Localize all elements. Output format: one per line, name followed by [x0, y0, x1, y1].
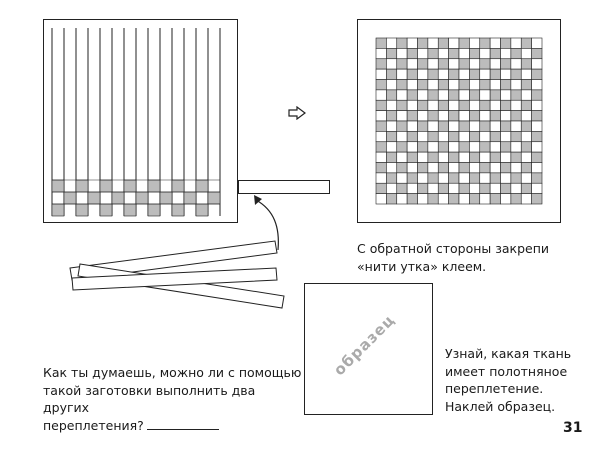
weave-cell [501, 183, 511, 193]
weave-cell [501, 152, 511, 162]
weave-cell [469, 131, 479, 141]
weft-strips [62, 236, 287, 316]
weave-cell [449, 80, 459, 90]
weave-cell [449, 111, 459, 121]
weave-cell [501, 69, 511, 79]
weave-cell [459, 90, 469, 100]
weave-cell [428, 111, 438, 121]
weave-cell [407, 59, 417, 69]
weave-cell [449, 163, 459, 173]
weave-cell [521, 111, 531, 121]
weave-cell [397, 59, 407, 69]
question-line-1: Как ты думаешь, можно ли с помощью [43, 365, 302, 380]
weave-cell [511, 152, 521, 162]
weave-cell [521, 69, 531, 79]
weave-cell [532, 163, 542, 173]
question-line-3: переплетения? [43, 417, 303, 435]
weave-cell [480, 38, 490, 48]
weave-cell [428, 80, 438, 90]
weave-cell [490, 90, 500, 100]
weave-cell [449, 142, 459, 152]
weave-cell [407, 69, 417, 79]
weave-cell [521, 183, 531, 193]
sample-frame [304, 283, 433, 415]
weave-cell [480, 59, 490, 69]
weave-cell [511, 111, 521, 121]
weave-cell [386, 131, 396, 141]
weave-cell [376, 152, 386, 162]
weave-cell [386, 152, 396, 162]
weave-cell [459, 194, 469, 204]
weave-cell [459, 80, 469, 90]
weft-cell [160, 192, 172, 204]
weave-cell [490, 183, 500, 193]
weave-cell [521, 100, 531, 110]
weave-cell [532, 90, 542, 100]
weave-cell [521, 38, 531, 48]
weave-cell [428, 69, 438, 79]
weave-cell [376, 111, 386, 121]
weave-cell [521, 152, 531, 162]
weave-cell [511, 173, 521, 183]
weave-cell [418, 80, 428, 90]
weave-cell [449, 121, 459, 131]
weave-cell [532, 111, 542, 121]
weave-cell [438, 131, 448, 141]
weave-cell [449, 38, 459, 48]
weave-cell [407, 163, 417, 173]
weave-cell [397, 69, 407, 79]
weave-cell [469, 90, 479, 100]
task-line-2: имеет полотняное [445, 363, 568, 379]
weave-cell [469, 121, 479, 131]
weave-cell [511, 100, 521, 110]
weave-cell [428, 131, 438, 141]
weave-cell [428, 121, 438, 131]
weave-cell [449, 90, 459, 100]
weave-cell [449, 59, 459, 69]
weave-cell [521, 131, 531, 141]
weave-cell [511, 80, 521, 90]
weft-cell [184, 192, 196, 204]
weave-cell [376, 142, 386, 152]
question-text [43, 364, 303, 434]
weave-cell [490, 69, 500, 79]
weave-cell [511, 38, 521, 48]
weave-cell [397, 80, 407, 90]
weave-cell [459, 142, 469, 152]
weave-cell [490, 131, 500, 141]
weave-cell [376, 194, 386, 204]
weave-cell [532, 69, 542, 79]
weave-cell [521, 80, 531, 90]
question-line-2: такой заготовки выполнить два других [43, 382, 256, 415]
weave-cell [532, 121, 542, 131]
weave-cell [480, 69, 490, 79]
weave-cell [532, 48, 542, 58]
weave-cell [407, 90, 417, 100]
weave-cell [490, 100, 500, 110]
weave-cell [438, 111, 448, 121]
weave-cell [521, 163, 531, 173]
weave-cell [418, 142, 428, 152]
weave-cell [376, 131, 386, 141]
weave-cell [501, 48, 511, 58]
warp-frame [43, 19, 238, 223]
weave-cell [397, 111, 407, 121]
weave-cell [532, 100, 542, 110]
weave-cell [386, 194, 396, 204]
weave-cell [532, 38, 542, 48]
weave-cell [480, 173, 490, 183]
answer-blank[interactable] [147, 417, 219, 430]
weft-cell [196, 180, 208, 192]
woven-frame [357, 19, 561, 223]
weft-cell [148, 180, 160, 192]
weave-cell [428, 142, 438, 152]
weave-cell [397, 142, 407, 152]
weave-cell [532, 142, 542, 152]
weave-cell [407, 100, 417, 110]
weave-cell [438, 173, 448, 183]
weave-cell [501, 194, 511, 204]
weave-cell [469, 59, 479, 69]
weave-cell [469, 100, 479, 110]
weave-cell [521, 194, 531, 204]
weave-cell [418, 173, 428, 183]
page-number: 31 [563, 420, 583, 436]
weft-cell [172, 204, 184, 216]
weft-cell [208, 192, 220, 204]
weave-cell [407, 48, 417, 58]
plain-weave-grid [358, 20, 560, 222]
weft-cell [124, 180, 136, 192]
weave-cell [428, 90, 438, 100]
weave-cell [386, 90, 396, 100]
weave-cell [501, 111, 511, 121]
weave-cell [386, 173, 396, 183]
weave-cell [386, 163, 396, 173]
weave-cell [428, 183, 438, 193]
weave-cell [397, 100, 407, 110]
weave-cell [438, 80, 448, 90]
weave-cell [418, 152, 428, 162]
weave-cell [490, 121, 500, 131]
weft-cell [52, 180, 64, 192]
weft-cell [148, 204, 160, 216]
weave-cell [376, 121, 386, 131]
weave-cell [428, 194, 438, 204]
weave-cell [397, 38, 407, 48]
weave-cell [428, 48, 438, 58]
weave-cell [407, 38, 417, 48]
weave-cell [459, 183, 469, 193]
weave-cell [480, 142, 490, 152]
weave-cell [511, 163, 521, 173]
weave-cell [480, 163, 490, 173]
weave-cell [459, 152, 469, 162]
weave-cell [407, 183, 417, 193]
weave-cell [480, 100, 490, 110]
right-arrow-icon [288, 106, 306, 120]
weave-cell [469, 80, 479, 90]
weft-cell [136, 192, 148, 204]
weave-cell [418, 48, 428, 58]
weave-cell [407, 194, 417, 204]
weave-cell [459, 111, 469, 121]
weft-cell [88, 192, 100, 204]
weave-cell [438, 38, 448, 48]
weave-cell [397, 194, 407, 204]
weave-cell [418, 194, 428, 204]
weave-cell [480, 121, 490, 131]
weave-cell [376, 38, 386, 48]
weave-cell [501, 121, 511, 131]
weave-cell [469, 194, 479, 204]
weave-cell [459, 173, 469, 183]
weave-cell [459, 48, 469, 58]
weave-cell [376, 100, 386, 110]
weave-cell [438, 163, 448, 173]
weave-cell [532, 173, 542, 183]
weave-cell [490, 152, 500, 162]
weave-cell [438, 121, 448, 131]
weave-cell [428, 152, 438, 162]
weave-cell [438, 152, 448, 162]
weave-cell [490, 80, 500, 90]
weave-cell [397, 163, 407, 173]
weave-cell [438, 100, 448, 110]
weave-cell [376, 163, 386, 173]
weave-cell [376, 80, 386, 90]
weave-cell [521, 121, 531, 131]
weave-cell [386, 183, 396, 193]
weave-cell [501, 38, 511, 48]
weave-cell [490, 48, 500, 58]
weave-cell [490, 111, 500, 121]
weave-cell [428, 100, 438, 110]
weave-cell [449, 152, 459, 162]
weave-cell [376, 48, 386, 58]
weave-cell [490, 173, 500, 183]
weave-cell [397, 131, 407, 141]
weave-cell [521, 173, 531, 183]
weave-cell [459, 100, 469, 110]
weave-cell [469, 38, 479, 48]
caption-line-2: «нити утка» клеем. [357, 258, 487, 274]
weave-cell [521, 59, 531, 69]
weave-cell [407, 142, 417, 152]
weave-cell [386, 142, 396, 152]
weave-cell [459, 163, 469, 173]
weave-cell [438, 194, 448, 204]
weave-cell [438, 59, 448, 69]
weave-cell [386, 48, 396, 58]
weave-cell [469, 173, 479, 183]
weave-cell [428, 59, 438, 69]
weft-cell [124, 204, 136, 216]
weave-cell [418, 90, 428, 100]
weave-cell [490, 163, 500, 173]
task-text [445, 345, 595, 415]
weave-cell [469, 111, 479, 121]
weave-cell [469, 69, 479, 79]
weave-cell [490, 38, 500, 48]
weave-cell [386, 100, 396, 110]
weave-cell [469, 142, 479, 152]
weave-cell [532, 131, 542, 141]
weave-cell [386, 80, 396, 90]
weave-cell [386, 69, 396, 79]
weave-cell [397, 90, 407, 100]
task-line-3: переплетение. [445, 381, 544, 396]
weave-cell [469, 163, 479, 173]
warp-slits [44, 20, 237, 222]
weave-cell [501, 173, 511, 183]
weave-cell [407, 111, 417, 121]
weave-cell [407, 173, 417, 183]
weave-cell [511, 90, 521, 100]
weave-cell [480, 48, 490, 58]
weave-cell [459, 121, 469, 131]
weft-cell [76, 180, 88, 192]
weave-cell [386, 111, 396, 121]
weave-cell [480, 90, 490, 100]
weave-cell [521, 48, 531, 58]
weave-cell [397, 152, 407, 162]
weave-cell [428, 173, 438, 183]
weave-cell [449, 131, 459, 141]
weave-cell [469, 152, 479, 162]
weft-cell [196, 204, 208, 216]
weave-cell [469, 183, 479, 193]
weave-cell [449, 194, 459, 204]
weave-cell [449, 183, 459, 193]
weave-cell [532, 194, 542, 204]
weave-cell [501, 59, 511, 69]
weave-cell [376, 59, 386, 69]
sample-label: образец [330, 310, 399, 380]
weave-cell [511, 183, 521, 193]
weft-cell [100, 180, 112, 192]
weave-cell [501, 80, 511, 90]
weft-cell [172, 180, 184, 192]
weft-cell [76, 204, 88, 216]
weave-cell [438, 69, 448, 79]
weave-cell [386, 38, 396, 48]
weave-cell [511, 69, 521, 79]
task-line-4: Наклей образец. [445, 398, 556, 414]
weft-cell [52, 204, 64, 216]
weave-cell [438, 48, 448, 58]
weave-cell [397, 48, 407, 58]
weave-cell [480, 194, 490, 204]
caption-line-1: С обратной стороны закрепи [357, 241, 550, 256]
weave-cell [511, 121, 521, 131]
weave-cell [490, 194, 500, 204]
weave-cell [438, 90, 448, 100]
weave-cell [418, 100, 428, 110]
weave-cell [407, 121, 417, 131]
weave-cell [449, 69, 459, 79]
weave-cell [532, 59, 542, 69]
weave-cell [376, 90, 386, 100]
weave-cell [418, 121, 428, 131]
weave-cell [521, 142, 531, 152]
weave-cell [511, 131, 521, 141]
weave-cell [376, 183, 386, 193]
weave-cell [418, 183, 428, 193]
weave-cell [459, 59, 469, 69]
weave-cell [501, 131, 511, 141]
weave-cell [490, 142, 500, 152]
weave-cell [469, 48, 479, 58]
weave-cell [459, 69, 469, 79]
weave-cell [418, 163, 428, 173]
weave-cell [438, 142, 448, 152]
weave-cell [407, 80, 417, 90]
weave-cell [480, 111, 490, 121]
weave-cell [386, 59, 396, 69]
caption-weft [357, 240, 587, 275]
weft-cell [100, 204, 112, 216]
weave-cell [376, 173, 386, 183]
weave-cell [407, 131, 417, 141]
weave-cell [480, 183, 490, 193]
weave-cell [480, 131, 490, 141]
weave-cell [490, 59, 500, 69]
weave-cell [501, 163, 511, 173]
weave-cell [521, 90, 531, 100]
weave-cell [511, 142, 521, 152]
weave-cell [511, 194, 521, 204]
task-line-1: Узнай, какая ткань [445, 346, 572, 361]
weave-cell [397, 121, 407, 131]
weave-cell [459, 38, 469, 48]
weave-cell [501, 90, 511, 100]
weave-cell [511, 48, 521, 58]
weave-cell [407, 152, 417, 162]
weave-cell [438, 183, 448, 193]
weave-cell [532, 152, 542, 162]
weave-cell [449, 48, 459, 58]
weave-cell [386, 121, 396, 131]
weave-cell [449, 173, 459, 183]
weave-cell [532, 183, 542, 193]
weave-cell [501, 142, 511, 152]
weave-cell [418, 69, 428, 79]
weave-cell [397, 173, 407, 183]
weave-cell [418, 131, 428, 141]
weave-cell [418, 59, 428, 69]
weave-cell [511, 59, 521, 69]
weave-cell [480, 80, 490, 90]
weave-cell [459, 131, 469, 141]
weave-cell [449, 100, 459, 110]
weave-cell [480, 152, 490, 162]
weft-cell [112, 192, 124, 204]
weave-cell [428, 38, 438, 48]
weft-cell [64, 192, 76, 204]
weave-cell [397, 183, 407, 193]
weave-cell [501, 100, 511, 110]
weave-cell [376, 69, 386, 79]
weave-cell [532, 80, 542, 90]
weave-cell [418, 111, 428, 121]
weave-cell [428, 163, 438, 173]
weave-cell [418, 38, 428, 48]
